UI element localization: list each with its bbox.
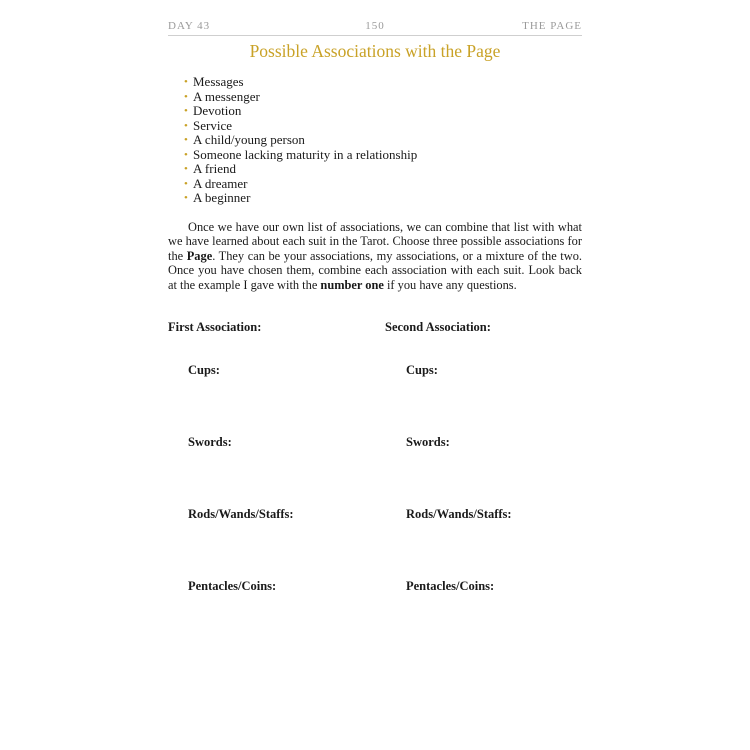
- second-cups-label: Cups:: [406, 363, 438, 377]
- paragraph-text: . They can be your associations, my associations, or a mixture of the two. Once you have chosen them, combine each association with each suit. Look back at the example I gave with the: [168, 248, 582, 292]
- list-item: [184, 148, 417, 163]
- paragraph-emphasis-number-one: number one: [320, 277, 384, 292]
- list-item: [184, 177, 417, 192]
- list-item-text: Someone lacking maturity in a relationship: [193, 146, 418, 162]
- associations-list: [184, 75, 417, 206]
- first-swords-label: Swords:: [188, 435, 232, 449]
- second-association-heading: Second Association:: [385, 320, 491, 334]
- list-item-text: Devotion: [193, 103, 242, 118]
- list-item: [184, 162, 417, 177]
- bullet-icon: •: [184, 90, 188, 103]
- running-header: [168, 20, 582, 34]
- paragraph-text: Once we have our own list of associations, we can combine that list with what we have learned about each suit in the Tarot. Choose three possible associations for the: [168, 220, 582, 263]
- bullet-icon: •: [184, 119, 188, 132]
- paragraph-emphasis-page: Page: [186, 248, 213, 263]
- bullet-icon: •: [184, 148, 188, 161]
- paragraph-text: if you have any questions.: [383, 277, 517, 292]
- list-item: [184, 104, 417, 119]
- second-swords-label: Swords:: [406, 435, 450, 449]
- header-chapter: THE PAGE: [522, 20, 582, 32]
- bullet-icon: •: [184, 105, 188, 117]
- second-pentacles-label: Pentacles/Coins:: [406, 579, 495, 593]
- second-rods-label: Rods/Wands/Staffs:: [406, 507, 512, 521]
- first-pentacles-label: Pentacles/Coins:: [188, 579, 277, 593]
- header-rule: [168, 35, 582, 36]
- list-item-text: A child/young person: [193, 132, 305, 147]
- bullet-icon: •: [184, 134, 188, 146]
- first-cups-label: Cups:: [188, 363, 220, 377]
- header-day: DAY 43: [168, 20, 211, 32]
- list-item-text: A friend: [193, 161, 236, 176]
- section-title: Possible Associations with the Page: [249, 41, 501, 61]
- bullet-icon: •: [184, 192, 188, 204]
- list-item: [184, 119, 417, 134]
- first-rods-label: Rods/Wands/Staffs:: [188, 507, 294, 521]
- bullet-icon: •: [184, 163, 188, 175]
- list-item: [184, 75, 417, 90]
- first-association-heading: First Association:: [168, 320, 262, 334]
- list-item: [184, 133, 417, 148]
- instructions-paragraph: [168, 220, 582, 292]
- list-item: [184, 90, 417, 105]
- list-item-text: A dreamer: [193, 175, 248, 191]
- list-item-text: A beginner: [193, 190, 251, 205]
- list-item-text: A messenger: [193, 88, 260, 104]
- header-page-number: 150: [365, 20, 385, 32]
- list-item-text: Messages: [193, 74, 244, 89]
- list-item-text: Service: [193, 117, 232, 133]
- list-item: [184, 191, 417, 206]
- bullet-icon: •: [184, 76, 188, 88]
- bullet-icon: •: [184, 177, 188, 190]
